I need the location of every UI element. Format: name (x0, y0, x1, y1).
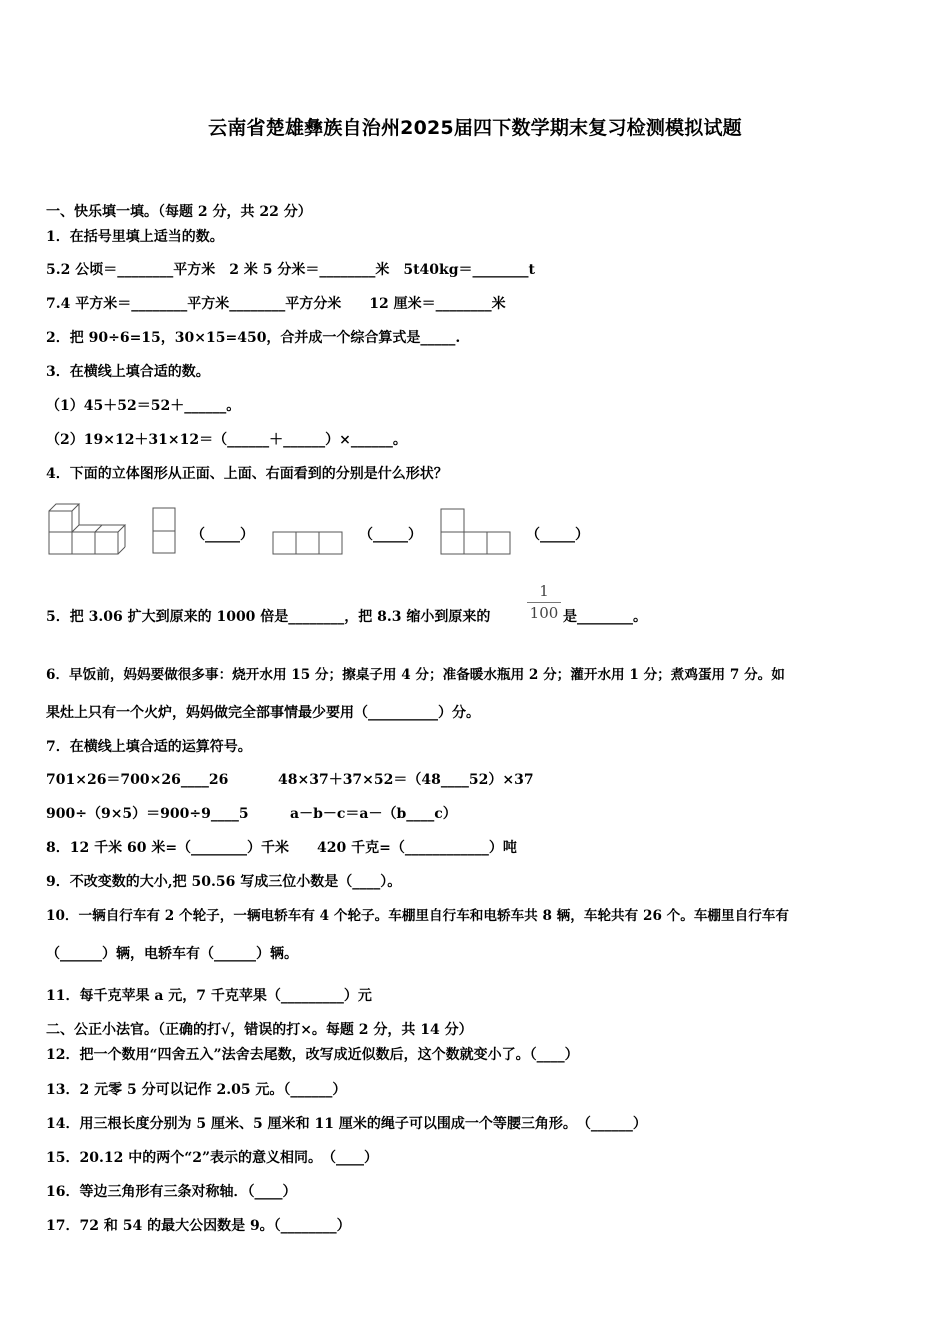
view-two-stacked-squares (150, 506, 180, 556)
q4-answer-blank-1[interactable]: （_____） (191, 527, 254, 543)
page-title: 云南省楚雄彝族自治州2025届四下数学期末复习检测模拟试题 (208, 117, 742, 139)
view-three-squares-row (270, 529, 346, 557)
fraction-numerator: 1 (539, 582, 549, 600)
q1-line2: 7.4 平方米＝________平方米________平方分米 12 厘米＝________米 (46, 296, 506, 312)
q9: 9．不改变数的大小,把 50.56 写成三位小数是（____）。 (46, 874, 402, 890)
q5-part2: 是________。 (563, 609, 647, 625)
q1-line1: 5.2 公顷＝________平方米 2 米 5 分米＝________米 5t40kg＝________t (46, 262, 535, 278)
fraction-denominator: 100 (529, 604, 559, 622)
q1-stem: 1．在括号里填上适当的数。 (46, 229, 224, 245)
q17: 17．72 和 54 的最大公因数是 9。（________） (46, 1218, 351, 1234)
q16: 16．等边三角形有三条对称轴．（____） (46, 1184, 297, 1200)
q3-part1: （1）45＋52＝52＋______。 (46, 398, 241, 414)
view-l-shape (438, 506, 514, 558)
q7-item-d: a－b－c＝a－（b____c） (290, 806, 457, 822)
q7-item-b: 48×37＋37×52＝（48____52）×37 (278, 772, 534, 788)
q3-part2: （2）19×12＋31×12＝（______＋______）×______。 (46, 432, 407, 448)
q3-stem: 3．在横线上填合适的数。 (46, 364, 210, 380)
q10-line1: 10．一辆自行车有 2 个轮子，一辆电轿车有 4 个轮子。车棚里自行车和电轿车共 8 辆，车轮共有 26 个。车棚里自行车有 (46, 908, 789, 924)
q10-line2: （______）辆，电轿车有（______）辆。 (46, 946, 298, 962)
q6-line1: 6．早饭前，妈妈要做很多事：烧开水用 15 分；擦桌子用 4 分；准备暖水瓶用 2 分；灌开水用 1 分；煮鸡蛋用 7 分。如 (46, 667, 785, 683)
q7-stem: 7．在横线上填合适的运算符号。 (46, 739, 252, 755)
q15: 15．20.12 中的两个“2”表示的意义相同。 （____） (46, 1150, 379, 1166)
q11: 11．每千克苹果 a 元，7 千克苹果（_________）元 (46, 988, 372, 1004)
q8: 8．12 千米 60 米=（________）千米 420 千克=（____________）吨 (46, 840, 517, 856)
q4-answer-blank-3[interactable]: （_____） (526, 527, 589, 543)
q5-part1: 5．把 3.06 扩大到原来的 1000 倍是________，把 8.3 缩小到原来的 (46, 609, 491, 625)
q12: 12．把一个数用“四舍五入”法舍去尾数，改写成近似数后，这个数就变小了。（____） (46, 1047, 579, 1063)
fraction-one-hundredth (527, 582, 561, 622)
q2: 2．把 90÷6=15，30×15=450，合并成一个综合算式是_____. (46, 330, 461, 346)
section-1-heading: 一、快乐填一填。（每题 2 分，共 22 分） (46, 204, 312, 220)
q6-line2: 果灶上只有一个火炉，妈妈做完全部事情最少要用（__________）分。 (46, 705, 480, 721)
section-2-heading: 二、公正小法官。（正确的打√，错误的打×。每题 2 分，共 14 分） (46, 1022, 473, 1038)
q4-stem: 4．下面的立体图形从正面、上面、右面看到的分别是什么形状？ (46, 466, 448, 482)
cube-solid-figure (46, 500, 128, 558)
q13: 13．2 元零 5 分可以记作 2.05 元。（______） (46, 1082, 347, 1098)
q14: 14．用三根长度分别为 5 厘米、5 厘米和 11 厘米的绳子可以围成一个等腰三角形。 （______） (46, 1116, 647, 1132)
q4-answer-blank-2[interactable]: （_____） (359, 527, 422, 543)
q7-item-a: 701×26＝700×26____26 (46, 772, 229, 788)
q7-item-c: 900÷（9×5）＝900÷9____5 (46, 806, 249, 822)
